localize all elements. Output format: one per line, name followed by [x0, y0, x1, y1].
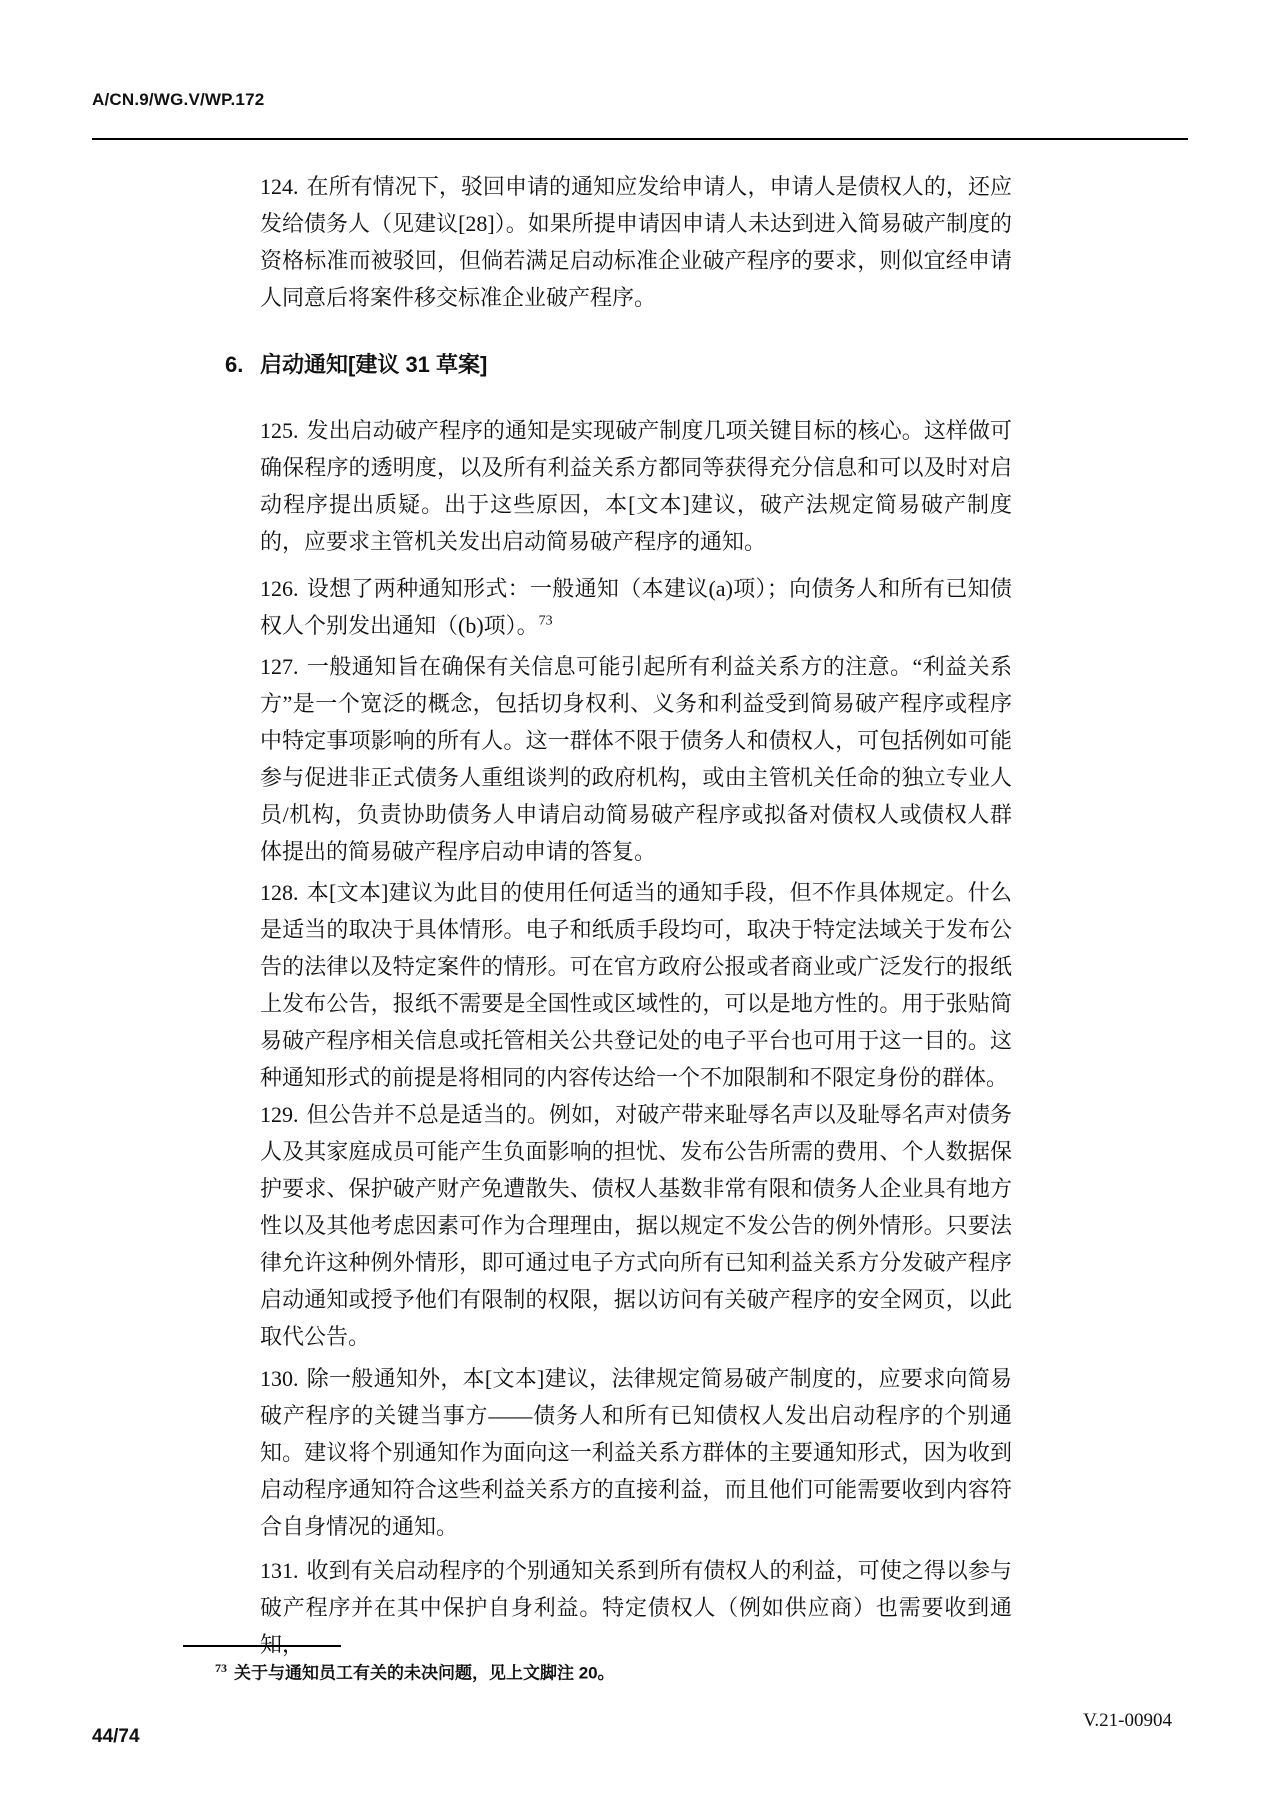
paragraph-text: 发出启动破产程序的通知是实现破产制度几项关键目标的核心。这样做可确保程序的透明度，以及所有利益关系方都同等获得充分信息和可以及时对启动程序提出质疑。出于这些原因，本[文本]建议，破产法规定简易破产制度的，应要求主管机关发出启动简易破产程序的通知。 [260, 418, 1012, 554]
paragraph-130 [260, 1360, 1012, 1545]
paragraph-124 [260, 168, 1012, 316]
paragraph-text: 设想了两种通知形式：一般通知（本建议(a)项）；向债务人和所有已知债权人个别发出通知（(b)项）。 [260, 576, 1012, 638]
section-heading-title: 启动通知[建议 31 草案] [260, 352, 488, 377]
footnote-separator [183, 1645, 341, 1647]
footnote [215, 1656, 975, 1686]
document-id: V.21-00904 [1083, 1710, 1172, 1731]
footnote-text: 关于与通知员工有关的未决问题，见上文脚注 20。 [234, 1663, 615, 1683]
paragraph-number: 127. [260, 654, 299, 679]
paragraph-text: 一般通知旨在确保有关信息可能引起所有利益关系方的注意。“利益关系方”是一个宽泛的概念，包括切身权利、义务和利益受到简易破产程序或程序中特定事项影响的所有人。这一群体不限于债务人和债权人，可包括例如可能参与促进非正式债务人重组谈判的政府机构，或由主管机关任命的独立专业人员/机构，负责协助债务人申请启动简易破产程序或拟备对债权人或债权人群体提出的简易破产程序启动申请的答复。 [260, 654, 1012, 864]
paragraph-number: 124. [260, 174, 299, 199]
paragraph-number: 130. [260, 1366, 299, 1391]
paragraph-129 [260, 1096, 1012, 1355]
paragraph-126 [260, 570, 1012, 644]
section-heading-number: 6. [225, 352, 244, 377]
document-symbol: A/CN.9/WG.V/WP.172 [92, 90, 265, 109]
paragraph-text: 除一般通知外，本[文本]建议，法律规定简易破产制度的，应要求向简易破产程序的关键当事方——债务人和所有已知债权人发出启动程序的个别通知。建议将个别通知作为面向这一利益关系方群体的主要通知形式，因为收到启动程序通知符合这些利益关系方的直接利益，而且他们可能需要收到内容符合自身情况的通知。 [260, 1366, 1012, 1539]
paragraph-number: 131. [260, 1558, 299, 1583]
paragraph-number: 125. [260, 418, 299, 443]
paragraph-125 [260, 412, 1012, 560]
paragraph-text: 在所有情况下，驳回申请的通知应发给申请人，申请人是债权人的，还应发给债务人（见建议[28]）。如果所提申请因申请人未达到进入简易破产制度的资格标准而被驳回，但倘若满足启动标准企业破产程序的要求，则似宜经申请人同意后将案件移交标准企业破产程序。 [260, 174, 1012, 310]
footnote-reference: 73 [538, 613, 553, 629]
section-heading [225, 350, 1015, 380]
page-number: 44/74 [92, 1726, 140, 1747]
paragraph-text: 收到有关启动程序的个别通知关系到所有债权人的利益，可使之得以参与破产程序并在其中保护自身利益。特定债权人（例如供应商）也需要收到通知， [260, 1558, 1012, 1657]
paragraph-text: 但公告并不总是适当的。例如，对破产带来耻辱名声以及耻辱名声对债务人及其家庭成员可能产生负面影响的担忧、发布公告所需的费用、个人数据保护要求、保护破产财产免遭散失、债权人基数非常有限和债务人企业具有地方性以及其他考虑因素可作为合理理由，据以规定不发公告的例外情形。只要法律允许这种例外情形，即可通过电子方式向所有已知利益关系方分发破产程序启动通知或授予他们有限制的权限，据以访问有关破产程序的安全网页，以此取代公告。 [260, 1102, 1012, 1349]
footnote-marker: 73 [215, 1661, 227, 1675]
paragraph-number: 128. [260, 880, 299, 905]
paragraph-128 [260, 874, 1012, 1096]
header-rule [92, 138, 1188, 140]
paragraph-131 [260, 1552, 1012, 1663]
paragraph-number: 129. [260, 1102, 299, 1127]
paragraph-127 [260, 648, 1012, 870]
paragraph-text: 本[文本]建议为此目的使用任何适当的通知手段，但不作具体规定。什么是适当的取决于具体情形。电子和纸质手段均可，取决于特定法域关于发布公告的法律以及特定案件的情形。可在官方政府公报或者商业或广泛发行的报纸上发布公告，报纸不需要是全国性或区域性的，可以是地方性的。用于张贴简易破产程序相关信息或托管相关公共登记处的电子平台也可用于这一目的。这种通知形式的前提是将相同的内容传达给一个不加限制和不限定身份的群体。 [260, 880, 1012, 1090]
paragraph-number: 126. [260, 576, 299, 601]
